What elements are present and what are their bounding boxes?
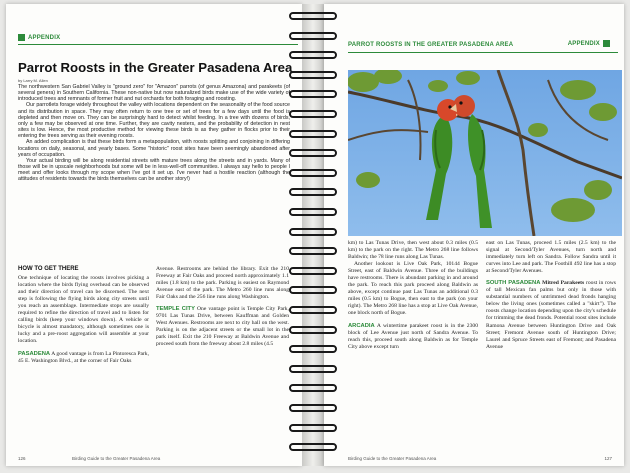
coil-loop	[289, 326, 337, 334]
coil-loop	[289, 169, 337, 177]
coil-loop	[289, 443, 337, 451]
coil-loop	[289, 247, 337, 255]
paragraph: One technique of locating the roosts involves picking a location where the birds flying overhead can be observed and their direction of travel can be discerned. The next step is following the flying birds along city streets until you reach an assemblage. Intermediate stops are usually required to refine the direction of travel and to listen for calling birds (keep your windows down). A vehicle or bicycle is almost mandatory, although sometimes one is lucky and a pre-roost aggregation will assemble at your location.	[18, 275, 149, 345]
right-column-2	[486, 240, 616, 351]
right-column-1	[348, 240, 478, 351]
paragraph: Your actual birding will be along residential streets with mature trees along the streets and in yards. Many of those will be in upscale neighborhoods but some will be in less-well-off communities. I always say hello to people I meet and offer looks through my scope when I've got it set up. I've never had a hostile reaction (although the attitudes of residents towards the birds themselves can be another story!)	[18, 157, 290, 183]
page-title: Parrot Roosts in the Greater Pasadena Area	[18, 60, 293, 75]
location-label: TEMPLE CITY	[156, 306, 195, 313]
paragraph: PASADENA A good vantage is from La Pintoresca Park, 45 E. Washington Blvd., at the corner of Fair Oaks	[18, 350, 149, 364]
header-rule	[348, 52, 618, 53]
right-page	[324, 4, 624, 466]
paragraph: ARCADIA A wintertime parakeet roost is in the 2300 block of Lee Avenue just north of Sandra Avenue. To reach this, proceed south along Baldwin as for Temple City above except turn	[348, 322, 478, 350]
footer-title: Birding Guide to the Greater Pasadena Area	[348, 456, 437, 461]
coil-loop	[289, 384, 337, 392]
location-label: ARCADIA	[348, 322, 375, 329]
coil-loop	[289, 365, 337, 373]
coil-loop	[289, 90, 337, 98]
page-number: 126	[18, 456, 26, 461]
paragraph: east on Las Tunas, proceed 1.5 miles (2.5 km) to the signal at Second/Tyler Avenues, turn north and immediately turn left on Sandra. Follow Sandra until it curves into Lee and park. The Foothill 492 line has a stop at Second/Tyler Avenues.	[486, 240, 616, 275]
coil-loop	[289, 267, 337, 275]
coil-loop	[289, 208, 337, 216]
parrot-photo	[348, 70, 622, 236]
section-heading: HOW TO GET THERE	[18, 266, 79, 272]
header-rule	[18, 44, 298, 45]
square-icon	[18, 34, 25, 41]
paragraph: An added complication is that these birds form a metapopulation, with roosts splitting and conjoining in differing locations on daily, seasonal, and yearly bases. Some "historic" roost sites have been seemingly abandoned after years of occupation.	[18, 139, 290, 158]
coil-loop	[289, 404, 337, 412]
footer-title: Birding Guide to the Greater Pasadena Area	[72, 456, 161, 461]
parrot-photo-image	[348, 70, 622, 236]
coil-loop	[289, 130, 337, 138]
paragraph: km) to Las Tunas Drive, then west about 0.3 miles (0.5 km) to the park on the right. The Metro 268 line follows Baldwin; the 78 line runs along Las Tunas.	[348, 240, 478, 261]
coil-loop	[289, 345, 337, 353]
section-header: PARROT ROOSTS IN THE GREATER PASADENA AREA	[348, 42, 514, 48]
appendix-header-left: APPENDIX	[18, 34, 60, 41]
coil-loop	[289, 228, 337, 236]
paragraph: Another lookout is Live Oak Park, 10144 Bogue Street, east of Baldwin Avenue. Three of the buildings have restrooms. There is abundant parking in and around the park. To reach this park proceed along Baldwin as above, except continue past Las Tunas an additional 0.3 miles (0.5 km) to Bogue, then east to the park (on your right). The Metro 268 line has a stop at Live Oak Avenue, one block north of Bogue.	[348, 261, 478, 317]
location-label: SOUTH PASADENA	[486, 280, 541, 287]
left-page	[6, 4, 302, 466]
paragraph: Avenue. Restrooms are behind the library. Exit the 210 Freeway at Fair Oaks and proceed north approximately 1.1 miles (1.8 km) to the park. Parking is easiest on Raymond Avenue east of the park. The Metro 260 line runs along Fair Oaks and the 256 line runs along Washington.	[156, 266, 289, 301]
location-label: PASADENA	[18, 350, 51, 357]
coil-loop	[289, 71, 337, 79]
page-number: 127	[604, 456, 612, 461]
left-column-2	[156, 266, 289, 349]
coil-loop	[289, 12, 337, 20]
coil-loop	[289, 110, 337, 118]
paragraph: Our parrotlets forage widely throughout the valley with locations dependent on the seasonality of the food source and its distribution in space. They may often return to one tree or set of trees for a few days until the food is depleted and then move on. They can be surprisingly hard to detect whilst feeding. In a tree with dozens of birds, only a few may be observed at one time. Further, they are cavity nesters, and the probability of detection in nest sites is low. Hence, the most productive method for viewing these birds is as they gather in flocks prior to their entering the trees serving as their evening roosts.	[18, 102, 290, 140]
coil-loop	[289, 51, 337, 59]
coil-loop	[289, 286, 337, 294]
paragraph: TEMPLE CITY One vantage point is Temple City Park, 9701 Las Tunas Drive, between Kauffman and Golden West Avenues. Restrooms are next to city hall on the west. Parking is on the adjacent streets or the small lot in the park itself. Exit the 210 Freeway at Baldwin Avenue and proceed south from the freeway about 2.8 miles (4.5	[156, 306, 289, 348]
coil-loop	[289, 149, 337, 157]
coil-loop	[289, 424, 337, 432]
intro-text	[18, 84, 290, 183]
square-icon	[603, 40, 610, 47]
byline: by Larry M. Allen	[18, 78, 48, 83]
paragraph: The northwestern San Gabriel Valley is "ground zero" for "Amazon" parrots (of genus Amazona) and parakeets (of several genera) in Southern California. These non-native but now naturalized birds make use of the wide variety of introduced trees and remnants of former fruit and nut orchards for both foraging and roosting.	[18, 84, 290, 103]
paragraph: SOUTH PASADENA Mitred Parakeets roost in rows of tall Mexican fan palms but only in those with substantial numbers of untrimmed dead fronds hanging below the living ones (sometimes called a "skirt"). The roosts change location depending upon the city's schedule for trimming the dead fronds. Potential roost sites include Ramona Avenue between Huntington Drive and Oak Street; Fremont Avenue south of Huntington Drive; Laurel and Spruce Streets east of Fremont; and Pasadena Avenue	[486, 280, 616, 350]
appendix-header-right: APPENDIX	[568, 40, 610, 47]
coil-loop	[289, 306, 337, 314]
left-column-1	[18, 266, 149, 365]
coil-loop	[289, 188, 337, 196]
coil-loop	[289, 32, 337, 40]
